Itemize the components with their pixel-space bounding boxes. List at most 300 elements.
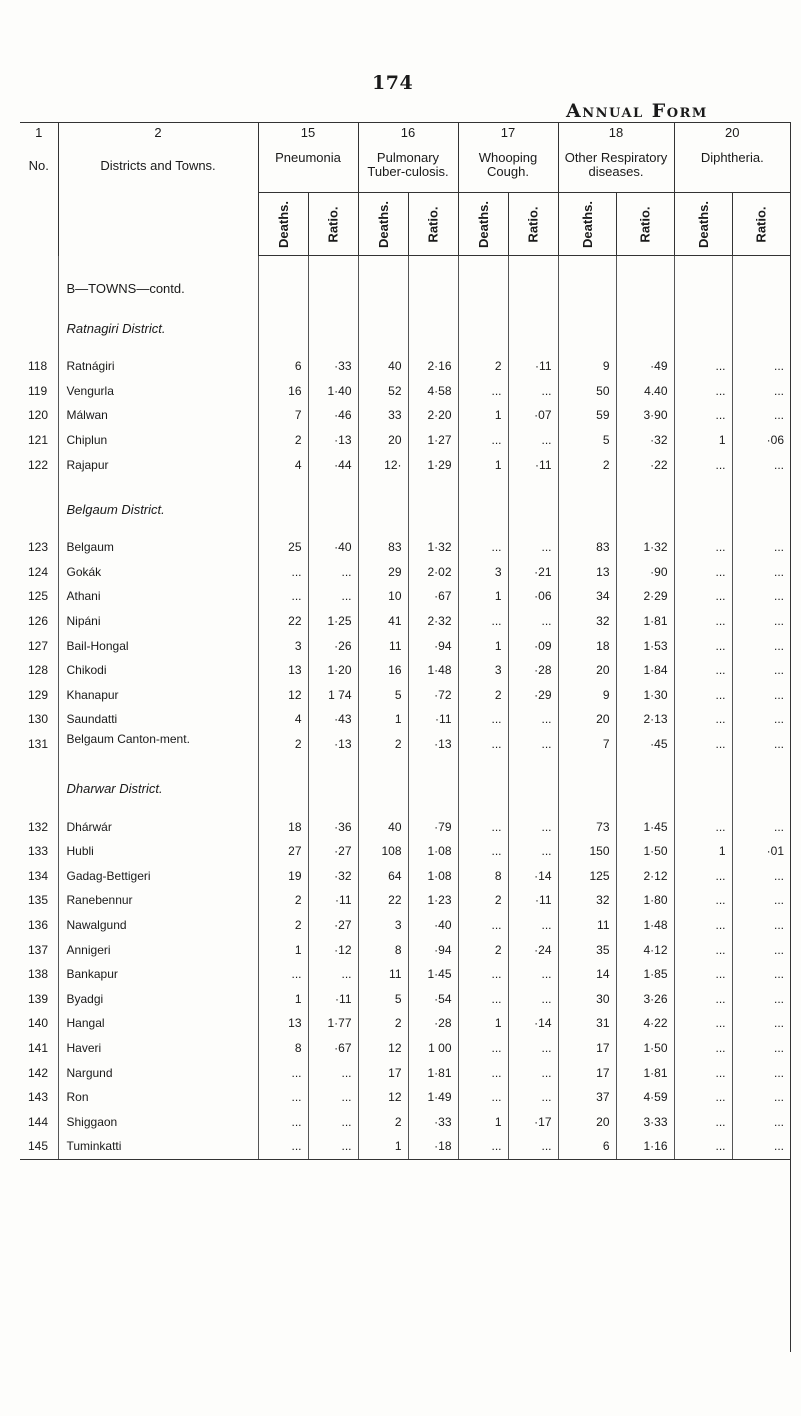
respiratory-ratio: 3·26 — [616, 986, 674, 1011]
pneumonia-deaths: 13 — [258, 658, 308, 683]
empty-cell — [408, 296, 458, 340]
diphtheria-deaths: ... — [674, 1011, 732, 1036]
diphtheria-ratio: ... — [732, 732, 790, 757]
respiratory-deaths: 32 — [558, 609, 616, 634]
section-title — [20, 256, 790, 297]
ratio-header: Ratio. — [616, 193, 674, 256]
row-number: 130 — [28, 712, 49, 727]
empty-cell — [616, 756, 674, 800]
tuberculosis-deaths: 2 — [358, 1011, 408, 1036]
town-name: Tuminkatti — [58, 1134, 258, 1159]
whooping-cough-deaths: 8 — [458, 864, 508, 889]
tuberculosis-ratio: ·28 — [408, 1011, 458, 1036]
whooping-cough-ratio: ·17 — [508, 1109, 558, 1134]
tuberculosis-ratio: ·94 — [408, 633, 458, 658]
diphtheria-deaths: ... — [674, 354, 732, 379]
empty-cell — [674, 756, 732, 800]
diphtheria-ratio: ... — [732, 683, 790, 708]
row-number: 139 — [28, 991, 49, 1006]
town-name: Vengurla — [58, 379, 258, 404]
whooping-cough-deaths: 2 — [458, 683, 508, 708]
row-number: 128 — [28, 663, 49, 678]
row-number: 141 — [28, 1040, 49, 1055]
tuberculosis-deaths: 5 — [358, 683, 408, 708]
empty-cell — [258, 756, 308, 800]
district-heading — [20, 477, 790, 521]
tuberculosis-deaths: 12 — [358, 1036, 408, 1061]
tuberculosis-deaths: 12· — [358, 452, 408, 477]
respiratory-ratio: ·22 — [616, 452, 674, 477]
disease-header-row — [20, 151, 790, 193]
empty-cell — [558, 756, 616, 800]
respiratory-deaths: 125 — [558, 864, 616, 889]
column-number-row — [20, 123, 790, 152]
respiratory-header: Other Respiratory diseases. — [558, 151, 674, 193]
spacer-row — [20, 521, 790, 535]
town-name: Nargund — [58, 1060, 258, 1085]
tuberculosis-ratio: 2·20 — [408, 403, 458, 428]
tuberculosis-ratio: ·79 — [408, 814, 458, 839]
diphtheria-deaths: 1 — [674, 839, 732, 864]
table-row — [20, 937, 790, 962]
respiratory-ratio: 1·53 — [616, 633, 674, 658]
whooping-cough-deaths: 2 — [458, 937, 508, 962]
ratio-header: Ratio. — [308, 193, 358, 256]
respiratory-ratio: 1·50 — [616, 839, 674, 864]
pneumonia-deaths: 2 — [258, 888, 308, 913]
diphtheria-ratio: ... — [732, 1109, 790, 1134]
empty-cell — [732, 477, 790, 521]
diphtheria-ratio: ·06 — [732, 428, 790, 453]
diphtheria-ratio: ... — [732, 609, 790, 634]
whooping-cough-ratio: ·06 — [508, 584, 558, 609]
empty-cell — [308, 756, 358, 800]
row-number: 124 — [28, 564, 49, 579]
town-name: Ratnágiri — [58, 354, 258, 379]
whooping-cough-ratio: ... — [508, 1085, 558, 1110]
empty-cell — [458, 296, 508, 340]
empty-cell — [616, 296, 674, 340]
whooping-cough-ratio: ·14 — [508, 864, 558, 889]
col-number-pneumonia: 15 — [258, 123, 358, 152]
town-name: Bankapur — [58, 962, 258, 987]
whooping-cough-deaths: ... — [458, 913, 508, 938]
pneumonia-ratio: ·40 — [308, 535, 358, 560]
diphtheria-deaths: ... — [674, 403, 732, 428]
tuberculosis-ratio: 2·16 — [408, 354, 458, 379]
empty-cell — [258, 477, 308, 521]
diphtheria-deaths: ... — [674, 732, 732, 757]
whooping-cough-deaths: 3 — [458, 658, 508, 683]
district-heading-label: Belgaum District. — [58, 477, 258, 521]
tuberculosis-ratio: 1·49 — [408, 1085, 458, 1110]
diphtheria-deaths: ... — [674, 913, 732, 938]
col-number-no: 1 — [20, 123, 58, 152]
diphtheria-deaths: ... — [674, 1085, 732, 1110]
table-right-border — [790, 122, 791, 1352]
pneumonia-ratio: ·67 — [308, 1036, 358, 1061]
respiratory-ratio: 2·29 — [616, 584, 674, 609]
diphtheria-deaths: ... — [674, 1109, 732, 1134]
tuberculosis-ratio: 1 00 — [408, 1036, 458, 1061]
table-row — [20, 584, 790, 609]
respiratory-ratio: 4·59 — [616, 1085, 674, 1110]
pneumonia-deaths: 7 — [258, 403, 308, 428]
diphtheria-ratio: ... — [732, 913, 790, 938]
tuberculosis-ratio: 1·08 — [408, 864, 458, 889]
deaths-header: Deaths. — [258, 193, 308, 256]
whooping-cough-deaths: 1 — [458, 1011, 508, 1036]
diphtheria-deaths: ... — [674, 1060, 732, 1085]
respiratory-ratio: 2·12 — [616, 864, 674, 889]
respiratory-ratio: ·49 — [616, 354, 674, 379]
pneumonia-ratio: ·36 — [308, 814, 358, 839]
tuberculosis-deaths: 22 — [358, 888, 408, 913]
respiratory-deaths: 20 — [558, 658, 616, 683]
respiratory-ratio: 1·80 — [616, 888, 674, 913]
tuberculosis-deaths: 3 — [358, 913, 408, 938]
pneumonia-ratio: 1 74 — [308, 683, 358, 708]
tuberculosis-deaths: 29 — [358, 560, 408, 585]
tuberculosis-ratio: 1·32 — [408, 535, 458, 560]
tuberculosis-ratio: ·54 — [408, 986, 458, 1011]
pneumonia-deaths: 13 — [258, 1011, 308, 1036]
town-name: Byadgi — [58, 986, 258, 1011]
whooping-cough-ratio: ... — [508, 379, 558, 404]
diphtheria-ratio: ... — [732, 658, 790, 683]
respiratory-deaths: 5 — [558, 428, 616, 453]
town-name: Belgaum — [58, 535, 258, 560]
empty-cell — [508, 477, 558, 521]
tuberculosis-deaths: 2 — [358, 732, 408, 757]
pneumonia-ratio: ·44 — [308, 452, 358, 477]
pneumonia-deaths: 2 — [258, 913, 308, 938]
tuberculosis-deaths: 1 — [358, 1134, 408, 1159]
tuberculosis-deaths: 40 — [358, 814, 408, 839]
whooping-cough-ratio: ... — [508, 1060, 558, 1085]
tuberculosis-ratio: 2·32 — [408, 609, 458, 634]
pneumonia-deaths: ... — [258, 560, 308, 585]
empty-cell — [458, 477, 508, 521]
empty-cell — [558, 256, 616, 297]
diphtheria-ratio: ... — [732, 354, 790, 379]
whooping-cough-deaths: ... — [458, 609, 508, 634]
tuberculosis-deaths: 33 — [358, 403, 408, 428]
town-name: Shiggaon — [58, 1109, 258, 1134]
whooping-cough-deaths: 1 — [458, 633, 508, 658]
diphtheria-ratio: ... — [732, 633, 790, 658]
pneumonia-deaths: 22 — [258, 609, 308, 634]
table-row — [20, 354, 790, 379]
table-row — [20, 1134, 790, 1159]
town-name: Ron — [58, 1085, 258, 1110]
tuberculosis-deaths: 17 — [358, 1060, 408, 1085]
diphtheria-ratio: ·01 — [732, 839, 790, 864]
tuberculosis-deaths: 83 — [358, 535, 408, 560]
pneumonia-deaths: ... — [258, 1085, 308, 1110]
town-name: Rajapur — [58, 452, 258, 477]
whooping-cough-ratio: ... — [508, 962, 558, 987]
empty-cell — [616, 477, 674, 521]
district-heading-label: Dharwar District. — [58, 756, 258, 800]
tuberculosis-deaths: 8 — [358, 937, 408, 962]
pneumonia-ratio: 1·20 — [308, 658, 358, 683]
diphtheria-ratio: ... — [732, 584, 790, 609]
respiratory-deaths: 20 — [558, 707, 616, 732]
tuberculosis-ratio: 1·81 — [408, 1060, 458, 1085]
col-number-tuberculosis: 16 — [358, 123, 458, 152]
pneumonia-ratio: ·11 — [308, 986, 358, 1011]
empty-cell — [508, 296, 558, 340]
district-heading — [20, 756, 790, 800]
diphtheria-deaths: ... — [674, 814, 732, 839]
whooping-cough-deaths: ... — [458, 428, 508, 453]
row-number: 145 — [20, 1134, 58, 1159]
row-number: 144 — [28, 1114, 49, 1129]
diphtheria-deaths: ... — [674, 937, 732, 962]
respiratory-ratio: 1·45 — [616, 814, 674, 839]
row-number: 126 — [28, 614, 49, 629]
whooping-cough-ratio: ·24 — [508, 937, 558, 962]
table-row — [20, 913, 790, 938]
tuberculosis-deaths: 11 — [358, 633, 408, 658]
respiratory-ratio: 4·22 — [616, 1011, 674, 1036]
pneumonia-ratio: ... — [308, 1134, 358, 1159]
tuberculosis-ratio: ·11 — [408, 707, 458, 732]
diphtheria-deaths: ... — [674, 560, 732, 585]
empty-cell — [20, 296, 58, 340]
table-row — [20, 535, 790, 560]
pneumonia-deaths: 2 — [258, 428, 308, 453]
row-number: 119 — [28, 383, 48, 398]
whooping-cough-ratio: ... — [508, 707, 558, 732]
town-name: Chiplun — [58, 428, 258, 453]
whooping-cough-deaths: ... — [458, 707, 508, 732]
tuberculosis-deaths: 64 — [358, 864, 408, 889]
respiratory-ratio: 1·32 — [616, 535, 674, 560]
pneumonia-ratio: ·33 — [308, 354, 358, 379]
respiratory-ratio: ·45 — [616, 732, 674, 757]
diphtheria-ratio: ... — [732, 452, 790, 477]
respiratory-ratio: 2·13 — [616, 707, 674, 732]
empty-cell — [674, 256, 732, 297]
diphtheria-deaths: ... — [674, 864, 732, 889]
col-number-respiratory: 18 — [558, 123, 674, 152]
row-number: 118 — [28, 359, 48, 374]
whooping-cough-deaths: 1 — [458, 452, 508, 477]
diphtheria-ratio: ... — [732, 379, 790, 404]
pneumonia-deaths: ... — [258, 584, 308, 609]
diphtheria-deaths: ... — [674, 683, 732, 708]
table-row — [20, 1109, 790, 1134]
tuberculosis-ratio: ·94 — [408, 937, 458, 962]
row-number: 121 — [28, 433, 49, 448]
town-name: Málwan — [58, 403, 258, 428]
tuberculosis-deaths: 2 — [358, 1109, 408, 1134]
diphtheria-deaths: ... — [674, 658, 732, 683]
empty-cell — [558, 477, 616, 521]
diphtheria-ratio: ... — [732, 707, 790, 732]
town-name: Belgaum Canton-ment. — [58, 732, 258, 757]
pneumonia-ratio: ... — [308, 1085, 358, 1110]
respiratory-ratio: 1·50 — [616, 1036, 674, 1061]
ratio-header: Ratio. — [408, 193, 458, 256]
town-name: Saundatti — [58, 707, 258, 732]
tuberculosis-deaths: 41 — [358, 609, 408, 634]
respiratory-ratio: ·32 — [616, 428, 674, 453]
diphtheria-ratio: ... — [732, 535, 790, 560]
spacer-row — [20, 340, 790, 354]
diphtheria-deaths: ... — [674, 609, 732, 634]
ratio-header: Ratio. — [508, 193, 558, 256]
whooping-cough-ratio: ·11 — [508, 452, 558, 477]
tuberculosis-ratio: 1·23 — [408, 888, 458, 913]
empty-cell — [732, 296, 790, 340]
respiratory-deaths: 50 — [558, 379, 616, 404]
respiratory-ratio: 4·12 — [616, 937, 674, 962]
diphtheria-deaths: ... — [674, 535, 732, 560]
empty-cell — [732, 756, 790, 800]
respiratory-ratio: 1·85 — [616, 962, 674, 987]
empty-cell — [674, 477, 732, 521]
table-body — [20, 256, 790, 1160]
empty-cell — [358, 756, 408, 800]
tuberculosis-deaths: 1 — [358, 707, 408, 732]
respiratory-deaths: 13 — [558, 560, 616, 585]
whooping-cough-deaths: ... — [458, 986, 508, 1011]
empty-cell — [20, 477, 58, 521]
diphtheria-ratio: ... — [732, 962, 790, 987]
districts-header: Districts and Towns. — [58, 151, 258, 256]
town-name: Ranebennur — [58, 888, 258, 913]
row-number: 143 — [28, 1090, 49, 1105]
whooping-cough-deaths: 1 — [458, 403, 508, 428]
diphtheria-deaths: ... — [674, 888, 732, 913]
respiratory-deaths: 20 — [558, 1109, 616, 1134]
respiratory-ratio: ·90 — [616, 560, 674, 585]
empty-cell — [458, 256, 508, 297]
row-number: 138 — [28, 967, 49, 982]
diphtheria-ratio: ... — [732, 1036, 790, 1061]
respiratory-ratio: 1·16 — [616, 1134, 674, 1159]
pneumonia-ratio: ·11 — [308, 888, 358, 913]
whooping-cough-deaths: 2 — [458, 888, 508, 913]
town-name: Chikodi — [58, 658, 258, 683]
respiratory-deaths: 73 — [558, 814, 616, 839]
respiratory-deaths: 18 — [558, 633, 616, 658]
pneumonia-deaths: 4 — [258, 452, 308, 477]
mortality-table — [20, 122, 790, 1160]
whooping-cough-ratio: ... — [508, 609, 558, 634]
whooping-cough-deaths: ... — [458, 732, 508, 757]
table-row — [20, 1011, 790, 1036]
diphtheria-ratio: ... — [732, 864, 790, 889]
tuberculosis-header: Pulmonary Tuber-culosis. — [358, 151, 458, 193]
town-name: Nipáni — [58, 609, 258, 634]
whooping-cough-deaths: ... — [458, 839, 508, 864]
table-row — [20, 986, 790, 1011]
district-heading-label: Ratnagiri District. — [58, 296, 258, 340]
empty-cell — [308, 477, 358, 521]
town-name: Hubli — [58, 839, 258, 864]
whooping-cough-ratio: ·29 — [508, 683, 558, 708]
page-number: 174 — [372, 72, 414, 94]
respiratory-ratio: 3·90 — [616, 403, 674, 428]
whooping-cough-ratio: ... — [508, 732, 558, 757]
pneumonia-deaths: 2 — [258, 732, 308, 757]
respiratory-deaths: 30 — [558, 986, 616, 1011]
diphtheria-deaths: ... — [674, 633, 732, 658]
deaths-header: Deaths. — [358, 193, 408, 256]
table-row — [20, 864, 790, 889]
diphtheria-ratio: ... — [732, 1011, 790, 1036]
respiratory-deaths: 59 — [558, 403, 616, 428]
deaths-header: Deaths. — [558, 193, 616, 256]
table-row — [20, 707, 790, 732]
respiratory-deaths: 6 — [558, 1134, 616, 1159]
town-name: Dhárwár — [58, 814, 258, 839]
town-name: Nawalgund — [58, 913, 258, 938]
table-row — [20, 403, 790, 428]
pneumonia-ratio: 1·77 — [308, 1011, 358, 1036]
col-number-districts: 2 — [58, 123, 258, 152]
whooping-cough-ratio: ·28 — [508, 658, 558, 683]
empty-cell — [408, 256, 458, 297]
empty-cell — [358, 296, 408, 340]
pneumonia-deaths: 8 — [258, 1036, 308, 1061]
respiratory-ratio: 3·33 — [616, 1109, 674, 1134]
empty-cell — [358, 477, 408, 521]
whooping-cough-ratio: ... — [508, 428, 558, 453]
town-name: Haveri — [58, 1036, 258, 1061]
tuberculosis-deaths: 52 — [358, 379, 408, 404]
respiratory-ratio: 1·84 — [616, 658, 674, 683]
town-name: Gadag-Bettigeri — [58, 864, 258, 889]
respiratory-deaths: 34 — [558, 584, 616, 609]
whooping-cough-deaths: 1 — [458, 1109, 508, 1134]
pneumonia-deaths: 18 — [258, 814, 308, 839]
pneumonia-deaths: ... — [258, 1134, 308, 1159]
whooping-cough-deaths: ... — [458, 379, 508, 404]
diphtheria-ratio: ... — [732, 814, 790, 839]
pneumonia-deaths: ... — [258, 1060, 308, 1085]
col-number-diphtheria: 20 — [674, 123, 790, 152]
table-row — [20, 962, 790, 987]
table-row — [20, 609, 790, 634]
whooping-cough-deaths: ... — [458, 1085, 508, 1110]
row-number: 127 — [28, 638, 49, 653]
respiratory-ratio: 1·48 — [616, 913, 674, 938]
tuberculosis-deaths: 11 — [358, 962, 408, 987]
whooping-cough-deaths: ... — [458, 814, 508, 839]
respiratory-deaths: 7 — [558, 732, 616, 757]
row-number: 133 — [28, 844, 49, 859]
tuberculosis-ratio: ·33 — [408, 1109, 458, 1134]
diphtheria-ratio: ... — [732, 937, 790, 962]
empty-cell — [732, 256, 790, 297]
tuberculosis-ratio: 1·29 — [408, 452, 458, 477]
whooping-cough-ratio: ·21 — [508, 560, 558, 585]
respiratory-ratio: 1·81 — [616, 1060, 674, 1085]
row-number: 134 — [28, 868, 49, 883]
whooping-cough-deaths: ... — [458, 535, 508, 560]
pneumonia-ratio: 1·40 — [308, 379, 358, 404]
diphtheria-ratio: ... — [732, 1085, 790, 1110]
pneumonia-deaths: 6 — [258, 354, 308, 379]
row-number: 131 — [28, 737, 49, 752]
respiratory-deaths: 14 — [558, 962, 616, 987]
whooping-cough-ratio: ... — [508, 986, 558, 1011]
